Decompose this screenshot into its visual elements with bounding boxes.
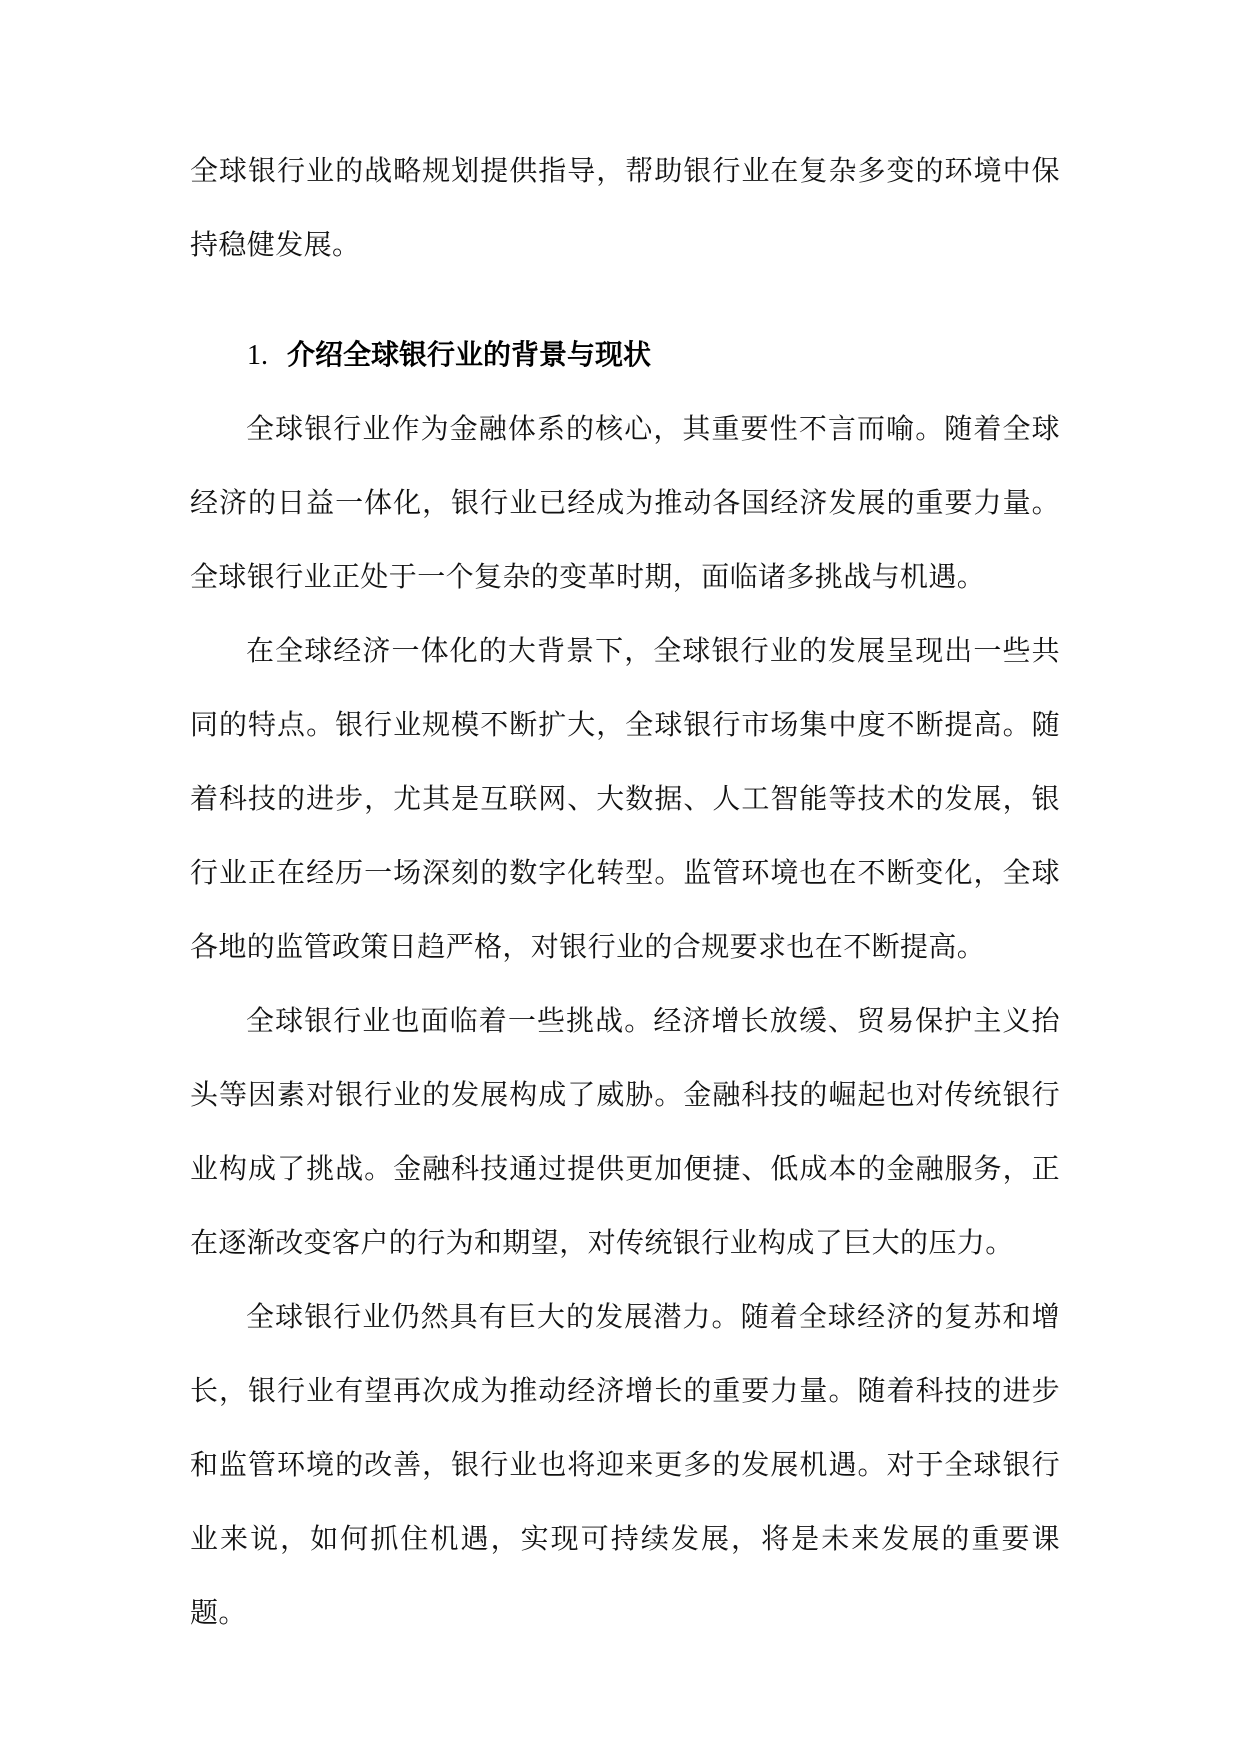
body-paragraph: 全球银行业也面临着一些挑战。经济增长放缓、贸易保护主义抬头等因素对银行业的发展构成了威胁。金融科技的崛起也对传统银行业构成了挑战。金融科技通过提供更加便捷、低成本的金融服务，正在逐渐改变客户的行为和期望，对传统银行业构成了巨大的压力。: [190, 1004, 1060, 1259]
section-title: 介绍全球银行业的背景与现状: [287, 338, 652, 371]
section-body: [190, 392, 1060, 1650]
body-paragraph: 全球银行业仍然具有巨大的发展潜力。随着全球经济的复苏和增长，银行业有望再次成为推动经济增长的重要力量。随着科技的进步和监管环境的改善，银行业也将迎来更多的发展机遇。对于全球银行业来说，如何抓住机遇，实现可持续发展，将是未来发展的重要课题。: [190, 1300, 1060, 1629]
body-paragraph: 在全球经济一体化的大背景下，全球银行业的发展呈现出一些共同的特点。银行业规模不断扩大，全球银行市场集中度不断提高。随着科技的进步，尤其是互联网、大数据、人工智能等技术的发展，银行业正在经历一场深刻的数字化转型。监管环境也在不断变化，全球各地的监管政策日趋严格，对银行业的合规要求也在不断提高。: [190, 634, 1060, 963]
body-paragraph: 全球银行业作为金融体系的核心，其重要性不言而喻。随着全球经济的日益一体化，银行业已经成为推动各国经济发展的重要力量。全球银行业正处于一个复杂的变革时期，面临诸多挑战与机遇。: [190, 412, 1060, 593]
continuation-paragraph: 全球银行业的战略规划提供指导，帮助银行业在复杂多变的环境中保持稳健发展。: [190, 154, 1060, 261]
section-number: 1.: [247, 340, 268, 371]
section-heading: [247, 318, 651, 393]
continuation-text: [190, 134, 1060, 282]
